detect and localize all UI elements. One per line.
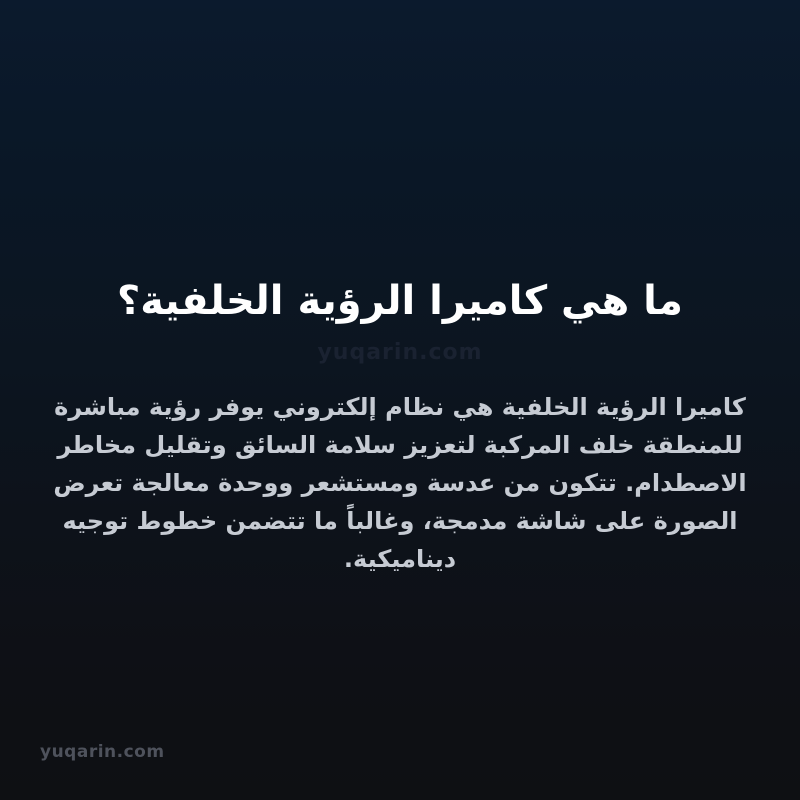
answer-paragraph: كاميرا الرؤية الخلفية هي نظام إلكتروني يوفر رؤية مباشرة للمنطقة خلف المركبة لتعزيز سلامة السائق وتقليل مخاطر الاصطدام. تتكون من عدسة ومستشعر ووحدة معالجة تعرض الصورة على شاشة مدمجة، وغالباً ما تتضمن خطوط توجيه ديناميكية. [53,393,747,573]
center-watermark: yuqarin.com [317,340,483,365]
question-title: ما هي كاميرا الرؤية الخلفية؟ [117,277,683,324]
footer-site-watermark: yuqarin.com [40,742,165,762]
